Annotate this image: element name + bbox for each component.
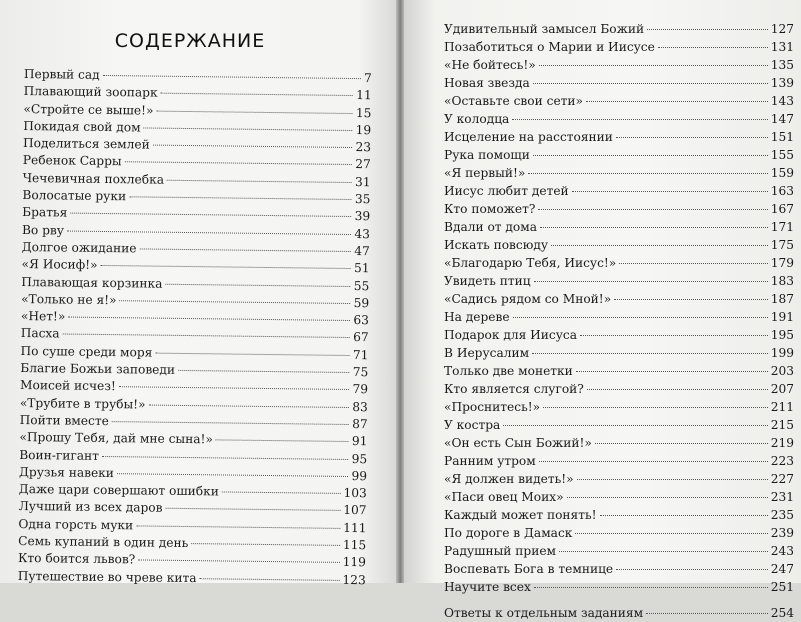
toc-leader-dots — [540, 226, 768, 228]
toc-entry — [444, 164, 794, 182]
toc-leader-dots — [533, 82, 768, 84]
toc-leader-dots — [647, 28, 768, 30]
toc-leader-dots — [580, 334, 768, 336]
toc-leader-dots — [161, 92, 354, 96]
toc-entry-page: 135 — [770, 58, 794, 72]
toc-leader-dots — [587, 388, 768, 390]
toc-entry-title: Даже цари совершают ошибки — [18, 482, 220, 499]
toc-leader-dots — [112, 420, 349, 425]
toc-entry-title: Поделиться землей — [22, 136, 150, 152]
toc-entry-title: Путешествие во чреве кита — [17, 568, 197, 585]
toc-entry-page: 115 — [342, 537, 367, 553]
toc-entry — [444, 506, 794, 524]
toc-entry-page: 35 — [354, 192, 371, 207]
toc-leader-dots — [156, 109, 352, 113]
toc-entry — [444, 20, 794, 38]
toc-entry-title: У костра — [444, 418, 501, 432]
toc-entry-page: 79 — [352, 382, 369, 397]
toc-leader-dots — [551, 244, 768, 246]
toc-entry — [444, 56, 794, 74]
toc-entry-title: «Прошу Тебя, дай мне сына!» — [19, 430, 213, 447]
toc-entry-title: «Нет!» — [20, 309, 66, 324]
toc-entry — [444, 416, 794, 434]
toc-entry — [444, 308, 794, 326]
toc-entry-page: 95 — [351, 451, 368, 466]
toc-leader-dots — [153, 144, 353, 148]
toc-leader-dots — [616, 568, 768, 570]
toc-entry-page: 183 — [770, 274, 794, 288]
toc-entry — [444, 560, 794, 578]
toc-entry-page: 51 — [353, 261, 370, 276]
toc-entry-page: 147 — [770, 112, 794, 126]
toc-entry-title: «Не бойтесь!» — [444, 58, 536, 72]
toc-entry-title: Исцеление на расстоянии — [444, 130, 613, 144]
toc-entry — [444, 470, 794, 488]
toc-entry-page: 31 — [355, 174, 371, 190]
toc-entry-title: Братья — [22, 205, 68, 220]
toc-entry — [444, 578, 794, 596]
toc-entry-title: Увидеть птиц — [444, 274, 531, 288]
toc-entry-page: 139 — [770, 76, 794, 90]
toc-leader-dots — [513, 316, 768, 318]
toc-entry-page: 179 — [770, 256, 794, 270]
toc-leader-dots — [200, 577, 340, 581]
toc-entry-page: 15 — [355, 105, 372, 120]
toc-entry-title: Покидая свой дом — [23, 118, 141, 135]
toc-entry — [444, 110, 794, 128]
toc-entry-page: 119 — [342, 555, 367, 570]
toc-entry-page: 71 — [352, 347, 369, 362]
toc-entry — [18, 568, 366, 590]
toc-entry-page: 211 — [770, 400, 794, 414]
toc-entry-page: 99 — [351, 468, 368, 484]
toc-entry-title: По суше среди моря — [20, 343, 153, 360]
toc-entry — [444, 128, 794, 146]
toc-leader-dots — [567, 496, 768, 498]
toc-leader-dots — [658, 46, 768, 48]
toc-entry-page: 247 — [770, 562, 794, 576]
toc-entry-page: 199 — [770, 346, 794, 360]
toc-leader-dots — [70, 212, 351, 217]
toc-entry-title: Вдали от дома — [444, 220, 538, 234]
toc-entry-title: «Стройте се выше!» — [23, 101, 154, 118]
toc-entry-title: Новая звезда — [444, 76, 530, 90]
toc-entry-title: Каждый может понять! — [444, 508, 597, 522]
right-page — [404, 0, 801, 620]
toc-entry-title: Моисей исчез! — [20, 378, 116, 394]
toc-leader-dots — [586, 100, 768, 102]
toc-entry-page: 203 — [770, 364, 794, 378]
toc-entry-page: 107 — [343, 503, 367, 518]
toc-entry — [444, 434, 794, 452]
toc-entry-page: 103 — [343, 486, 367, 501]
toc-entry — [444, 524, 794, 542]
toc-entry-page: 123 — [342, 572, 366, 587]
toc-leader-dots — [167, 179, 352, 183]
toc-entry-title: Воин-гигант — [19, 447, 100, 463]
toc-entry-page: 207 — [770, 382, 794, 396]
toc-entry-title: Одна горсть муки — [18, 516, 134, 533]
toc-leader-dots — [166, 507, 341, 511]
toc-entry-page: 195 — [770, 328, 794, 342]
toc-entry-page: 39 — [354, 209, 371, 224]
toc-entry — [444, 488, 794, 506]
toc-leader-dots — [575, 532, 767, 534]
toc-entry-page: 167 — [770, 202, 794, 216]
toc-entry-page: 155 — [770, 148, 794, 162]
toc-entry-title: «Благодарю Тебя, Иисус!» — [444, 256, 617, 270]
toc-entry-page: 111 — [343, 520, 367, 535]
toc-leader-dots — [139, 247, 351, 252]
toc-entry-title: Ребенок Сарры — [22, 153, 122, 169]
toc-entry-title: Чечевичная похлебка — [22, 170, 165, 187]
toc-leader-dots — [595, 442, 768, 444]
toc-entry-page: 59 — [353, 295, 370, 311]
toc-entry-title: «Паси овец Моих» — [444, 490, 564, 504]
toc-entry-title: Позаботиться о Марии и Иисусе — [444, 40, 655, 54]
toc-leader-dots — [543, 406, 768, 408]
toc-entry — [444, 604, 794, 622]
toc-entry-page: 87 — [352, 416, 368, 432]
toc-entry-page: 239 — [770, 526, 794, 540]
toc-leader-dots — [63, 333, 351, 339]
toc-leader-dots — [178, 369, 350, 373]
toc-entry-title: По дороге в Дамаск — [444, 526, 573, 540]
toc-leader-dots — [576, 370, 768, 372]
toc-entry-page: 143 — [770, 94, 794, 108]
toc-entry-page: 191 — [770, 310, 794, 324]
toc-leader-dots — [67, 229, 351, 234]
toc-leader-dots — [138, 559, 339, 563]
toc-entry-title: Научите всех — [444, 580, 531, 594]
toc-list-right — [444, 20, 794, 622]
toc-entry — [444, 398, 794, 416]
toc-leader-dots — [646, 612, 768, 614]
toc-entry-page: 159 — [770, 166, 794, 180]
toc-entry — [444, 200, 794, 218]
toc-leader-dots — [155, 351, 350, 355]
toc-entry-page: 23 — [355, 140, 372, 155]
toc-entry-page: 75 — [352, 365, 369, 380]
toc-leader-dots — [528, 172, 767, 174]
toc-entry-title: Рука помощи — [444, 148, 530, 162]
toc-entry — [444, 92, 794, 110]
toc-entry-page: 235 — [770, 508, 794, 522]
toc-entry-title: Только две монетки — [444, 364, 573, 378]
toc-entry — [444, 542, 794, 560]
toc-leader-dots — [614, 298, 768, 300]
toc-leader-dots — [117, 472, 349, 477]
toc-leader-dots — [119, 386, 350, 391]
toc-entry — [444, 254, 794, 272]
toc-entry-page: 243 — [770, 544, 794, 558]
toc-leader-dots — [216, 439, 349, 443]
page-title: СОДЕРЖАНИЕ — [114, 30, 266, 52]
toc-entry-page: 43 — [354, 226, 371, 241]
toc-entry-page: 83 — [352, 399, 368, 414]
toc-entry-title: «Трубите в трубы!» — [19, 395, 146, 412]
toc-leader-dots — [532, 352, 768, 354]
toc-entry-page: 7 — [364, 71, 372, 86]
toc-entry-title: Ранним утром — [444, 454, 536, 468]
toc-entry-page: 163 — [770, 184, 794, 198]
toc-leader-dots — [165, 282, 350, 286]
toc-entry-title: Радушный прием — [444, 544, 557, 558]
toc-entry-page: 91 — [351, 434, 368, 449]
toc-entry-page: 127 — [770, 22, 794, 36]
toc-entry-title: Долгое ожидание — [21, 239, 137, 256]
toc-entry-page: 11 — [356, 88, 372, 103]
toc-entry — [444, 74, 794, 92]
toc-leader-dots — [144, 126, 353, 131]
toc-entry-title: Кто поможет? — [444, 202, 536, 216]
toc-entry-title: Искать повсюду — [444, 238, 549, 252]
toc-entry-page: 187 — [770, 292, 794, 306]
toc-entry-title: Воспевать Бога в темнице — [444, 562, 614, 576]
toc-entry-title: Во рву — [21, 222, 65, 238]
toc-entry-page: 227 — [770, 472, 794, 486]
toc-leader-dots — [577, 478, 768, 480]
toc-leader-dots — [101, 264, 352, 269]
toc-entry-title: «Оставьте свои сети» — [444, 94, 583, 108]
toc-entry — [444, 38, 794, 56]
toc-entry-page: 55 — [353, 278, 370, 293]
toc-leader-dots — [616, 136, 768, 138]
toc-entry — [444, 344, 794, 362]
toc-leader-dots — [539, 460, 768, 462]
toc-entry — [444, 182, 794, 200]
toc-entry-page: 67 — [353, 330, 369, 345]
toc-leader-dots — [222, 491, 341, 494]
toc-entry-page: 151 — [770, 130, 794, 144]
toc-entry-page: 131 — [770, 40, 794, 54]
toc-entry-page: 63 — [353, 313, 370, 328]
toc-leader-dots — [539, 64, 768, 66]
toc-entry-title: Благие Божьи заповеди — [20, 361, 176, 377]
toc-entry-title: На дереве — [444, 310, 510, 324]
toc-entry-title: «Я Иосиф!» — [21, 257, 98, 273]
toc-entry-page: 223 — [770, 454, 794, 468]
toc-leader-dots — [103, 74, 361, 79]
toc-entry-title: Кто является слугой? — [444, 382, 584, 396]
toc-entry — [444, 326, 794, 344]
toc-leader-dots — [619, 262, 767, 264]
toc-leader-dots — [503, 424, 767, 426]
toc-leader-dots — [534, 586, 768, 588]
toc-entry-title: У колодца — [444, 112, 510, 126]
toc-entry-page: 19 — [355, 122, 372, 138]
toc-entry — [444, 452, 794, 470]
toc-entry-page: 47 — [354, 244, 370, 259]
toc-entry-title: «Я первый!» — [444, 166, 526, 180]
toc-entry-title: Пойти вместе — [19, 412, 109, 428]
toc-leader-dots — [533, 154, 768, 156]
toc-entry — [444, 380, 794, 398]
toc-entry — [444, 218, 794, 236]
toc-entry-page: 171 — [770, 220, 794, 234]
toc-entry-title: «Садись рядом со Мной!» — [444, 292, 612, 306]
toc-leader-dots — [534, 280, 768, 282]
toc-leader-dots — [559, 550, 768, 552]
toc-leader-dots — [149, 403, 350, 407]
toc-entry-page: 175 — [770, 238, 794, 252]
toc-entry-title: Волосатые руки — [22, 188, 127, 204]
toc-entry-title: Первый сад — [23, 66, 100, 82]
toc-leader-dots — [512, 118, 767, 120]
toc-leader-dots — [538, 208, 767, 210]
toc-entry-page: 215 — [770, 418, 794, 432]
toc-leader-dots — [125, 161, 353, 166]
toc-entry-title: «Только не я!» — [21, 291, 117, 308]
toc-entry-page: 254 — [770, 606, 794, 620]
toc-entry-title: Лучший из всех даров — [18, 499, 163, 516]
toc-entry-title: Подарок для Иисуса — [444, 328, 578, 342]
toc-entry-title: Семь купаний в один день — [18, 533, 189, 551]
toc-entry — [444, 272, 794, 290]
toc-entry — [444, 362, 794, 380]
toc-entry-page: 231 — [770, 490, 794, 504]
toc-list-left — [18, 66, 372, 589]
toc-leader-dots — [120, 299, 351, 304]
toc-entry-title: Плавающий зоопарк — [23, 84, 158, 100]
toc-leader-dots — [136, 524, 340, 528]
toc-leader-dots — [600, 514, 768, 516]
toc-entry-title: Удивительный замысел Божий — [444, 22, 645, 36]
toc-leader-dots — [129, 195, 352, 200]
toc-entry-title: Ответы к отдельным заданиям — [444, 606, 644, 620]
toc-entry — [444, 146, 794, 164]
toc-entry — [444, 290, 794, 308]
toc-entry-page: 219 — [770, 436, 794, 450]
toc-entry-page: 251 — [770, 580, 794, 594]
toc-entry-title: Иисус любит детей — [444, 184, 569, 198]
toc-entry-title: Кто боится львов? — [17, 551, 136, 567]
toc-entry-title: Друзья навеки — [18, 464, 115, 480]
toc-leader-dots — [572, 190, 768, 192]
toc-leader-dots — [191, 542, 340, 546]
toc-entry-title: Плавающая корзинка — [21, 274, 163, 291]
toc-leader-dots — [68, 316, 350, 321]
toc-entry-title: «Он есть Сын Божий!» — [444, 436, 592, 450]
toc-leader-dots — [102, 455, 349, 460]
toc-entry-title: В Иерусалим — [444, 346, 530, 360]
toc-entry — [444, 236, 794, 254]
toc-entry-title: «Я должен видеть!» — [444, 472, 574, 486]
toc-entry-page: 27 — [355, 157, 371, 172]
toc-entry-title: «Проснитесь!» — [444, 400, 541, 414]
left-page — [0, 0, 398, 587]
toc-entry-title: Пасха — [20, 326, 60, 341]
